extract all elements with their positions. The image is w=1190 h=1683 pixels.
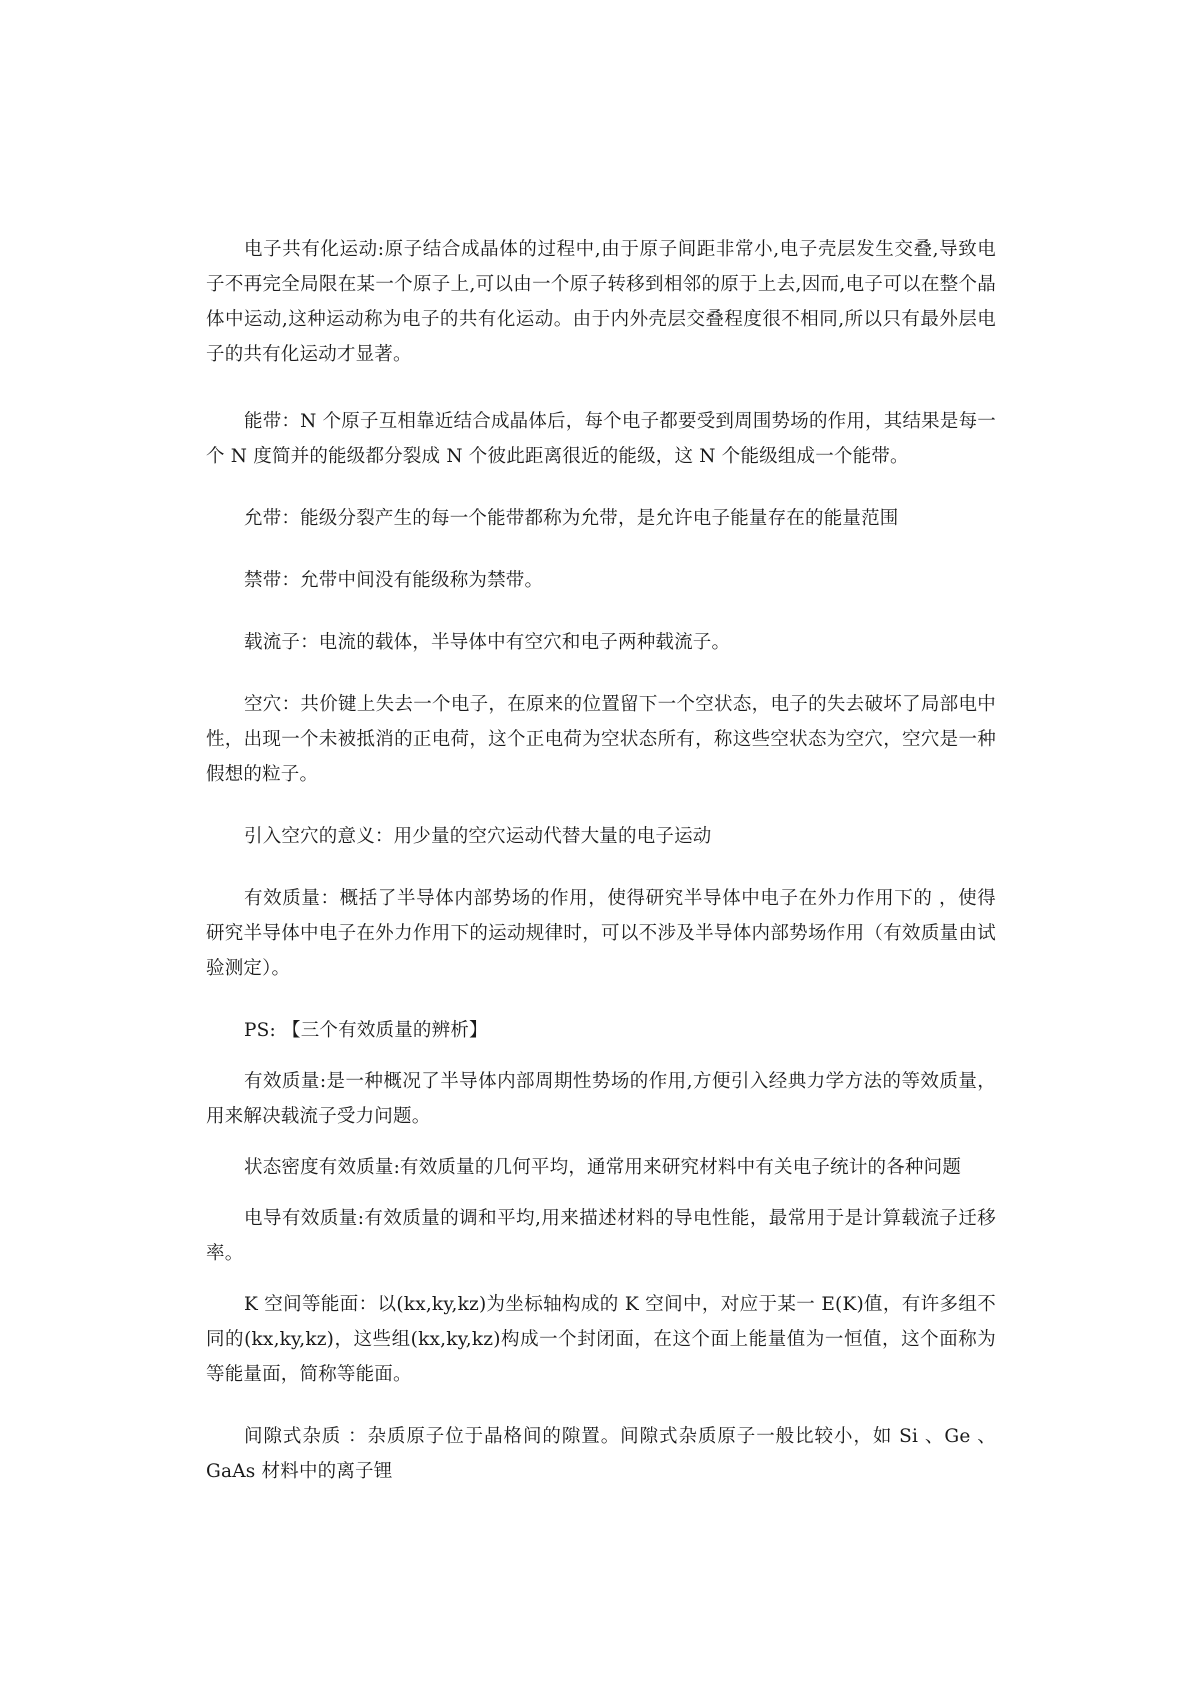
paragraph-interstitial-impurity: 间隙式杂质 ：杂质原子位于晶格间的隙置。间隙式杂质原子一般比较小，如 Si 、Ge 、GaAs 材料中的离子锂 bbox=[206, 1426, 996, 1482]
paragraph-allowed-band: 允带：能级分裂产生的每一个能带都称为允带，是允许电子能量存在的能量范围 bbox=[244, 508, 899, 529]
paragraph-energy-band: 能带：N 个原子互相靠近结合成晶体后，每个电子都要受到周围势场的作用，其结果是每一个 N 度简并的能级都分裂成 N 个彼此距离很近的能级，这 N 个能级组成一个能带。 bbox=[206, 411, 996, 467]
paragraph-density-of-states-mass: 状态密度有效质量:有效质量的几何平均，通常用来研究材料中有关电子统计的各种问题 bbox=[244, 1157, 962, 1178]
document-body bbox=[206, 232, 996, 1489]
paragraph-hole-significance: 引入空穴的意义：用少量的空穴运动代替大量的电子运动 bbox=[244, 826, 712, 847]
paragraph-k-space-isoenergy: K 空间等能面：以(kx,ky,kz)为坐标轴构成的 K 空间中，对应于某一 E(K)值，有许多组不同的(kx,ky,kz)，这些组(kx,ky,kz)构成一个封闭面，在这个面上能量值为一恒值，这个面称为等能量面，简称等能面。 bbox=[206, 1294, 996, 1385]
paragraph-forbidden-band: 禁带：允带中间没有能级称为禁带。 bbox=[244, 570, 544, 591]
paragraph-hole: 空穴：共价键上失去一个电子，在原来的位置留下一个空状态，电子的失去破坏了局部电中性，出现一个未被抵消的正电荷，这个正电荷为空状态所有，称这些空状态为空穴，空穴是一种假想的粒子。 bbox=[206, 694, 996, 785]
paragraph-ps-heading: PS: 【三个有效质量的辨析】 bbox=[244, 1020, 488, 1041]
paragraph-electron-commonization: 电子共有化运动:原子结合成晶体的过程中,由于原子间距非常小,电子壳层发生交叠,导致电子不再完全局限在某一个原子上,可以由一个原子转移到相邻的原于上去,因而,电子可以在整个晶体中运动,这种运动称为电子的共有化运动。由于内外壳层交叠程度很不相同,所以只有最外层电子的共有化运动才显著。 bbox=[206, 239, 996, 365]
paragraph-carrier: 载流子：电流的载体，半导体中有空穴和电子两种载流子。 bbox=[244, 632, 731, 653]
paragraph-conductivity-mass: 电导有效质量:有效质量的调和平均,用来描述材料的导电性能，最常用于是计算载流子迁移率。 bbox=[206, 1208, 996, 1264]
paragraph-effective-mass: 有效质量：概括了半导体内部势场的作用，使得研究半导体中电子在外力作用下的 ，使得研究半导体中电子在外力作用下的运动规律时，可以不涉及半导体内部势场作用（有效质量由试验测定）。 bbox=[206, 888, 996, 979]
paragraph-effective-mass-definition: 有效质量:是一种概况了半导体内部周期性势场的作用,方便引入经典力学方法的等效质量，用来解决载流子受力问题。 bbox=[206, 1071, 996, 1127]
